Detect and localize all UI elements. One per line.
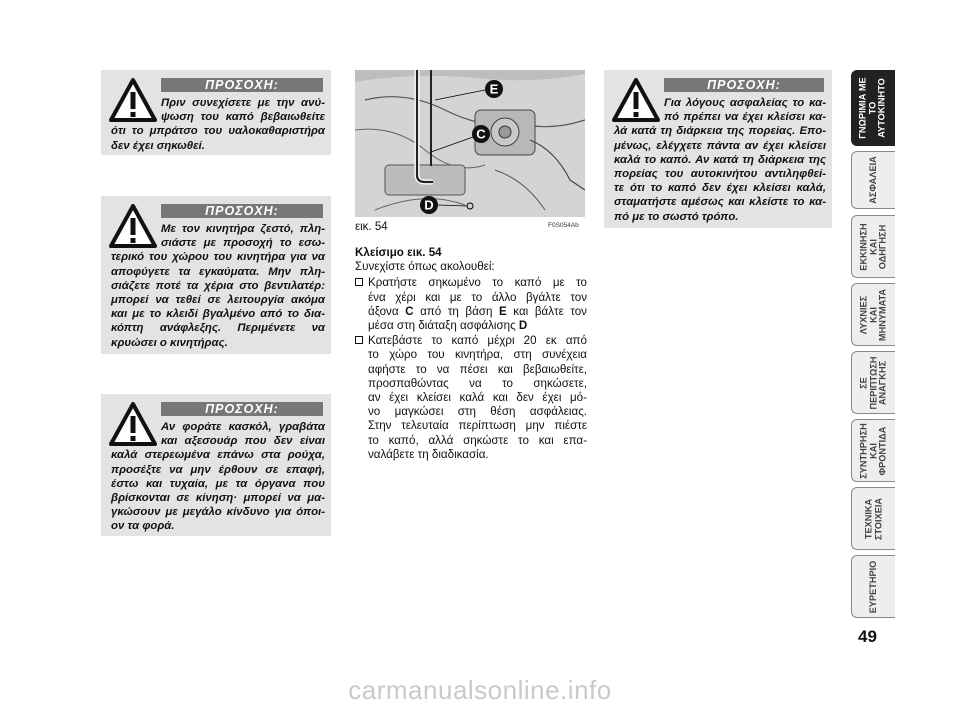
callout-c — [472, 125, 490, 143]
checkbox-bullet-icon — [355, 278, 363, 286]
warning-title: ΠΡΟΣΟΧΗ: — [161, 78, 323, 92]
warning-text: Πριν συνεχίσετε με την ανύ- ψωση του καπό βεβαιωθείτε ότι το μπράτσο του υαλοκαθαριστήρα δεν έχει σηκωθεί. — [111, 97, 325, 152]
warning-title: ΠΡΟΣΟΧΗ: — [664, 78, 824, 92]
tab-getting-to-know-car[interactable]: ΓΝΩΡΙΜΙΑ ΜΕ ΤΟ ΑΥΤΟΚΙΝΗΤΟ — [851, 70, 895, 146]
intro-text: Συνεχίστε όπως ακολουθεί: — [355, 260, 495, 274]
warning-title: ΠΡΟΣΟΧΗ: — [161, 204, 323, 218]
tab-maintenance-care[interactable]: ΣΥΝΤΗΡΗΣΗ ΚΑΙ ΦΡΟΝΤΙΔΑ — [851, 419, 895, 482]
engine-bay-figure — [355, 70, 585, 217]
watermark: carmanualsonline.info — [348, 675, 612, 705]
figure-caption: εικ. 54 — [355, 221, 388, 233]
warning-text: Αν φοράτε κασκόλ, γραβάτα και αξεσουάρ που δεν είναι καλά στερεωμένα επάνω στα ρούχα, προσέξτε να μην έρθουν σε επαφή, έστω και τυχαία, με τα όργανα που βρίσκονται σε κίνηση· μπορεί να μα- γκώσουν με μεγάλο κίνδυνο για όποι- ον τα φορά. — [111, 421, 325, 533]
warning-box-scarves — [101, 394, 331, 536]
svg-text:C: C — [476, 126, 486, 142]
checkbox-bullet-icon — [355, 336, 363, 344]
warning-box-hot-engine — [101, 196, 331, 354]
closing-instructions — [355, 246, 587, 462]
svg-text:D: D — [424, 197, 434, 213]
warning-text: Με τον κινητήρα ζεστό, πλη- σιάστε με προσοχή το εσω- τερικό του χώρου του κινητήρα για να αποφύγετε τα εγκαύματα. Μην πλη- σιάζετε ποτέ τα χέρια στο βεντιλατέρ: μπορεί να τεθεί σε λειτουργία ακόμα και με το κλειδί βγαλμένο από το δια- κόπτη ανάφλεξης. Περιμένετε να κρυώσει ο κινητήρας. — [111, 223, 325, 349]
tab-starting-driving[interactable]: ΕΚΚΙΝΗΣΗ ΚΑΙ ΟΔΗΓΗΣΗ — [851, 215, 895, 278]
bullet-item: Κατεβάστε το καπό μέχρι 20 εκ από το χώρο του κινητήρα, στη συνέχεια αφήστε το να πέσει και βεβαιωθείτε, προσπαθώντας να το σηκώσετε, αν έχει κλείσει καλά και δεν έχει μό- νο μαγκώσει στη θέση ασφάλειας. Στην τελευταία περίπτωση μην πιέστε το καπό, αλλά σηκώστε το και επα- ναλάβετε τη διαδικασία. — [355, 334, 587, 462]
warning-box-bonnet-closed — [604, 70, 832, 228]
tab-safety[interactable]: ΑΣΦΑΛΕΙΑ — [851, 151, 895, 209]
tab-emergency[interactable]: ΣΕ ΠΕΡΙΠΤΩΣΗ ΑΝΑΓΚΗΣ — [851, 351, 895, 414]
section-heading: Κλείσιμο εικ. 54 — [355, 246, 442, 259]
warning-title: ΠΡΟΣΟΧΗ: — [161, 402, 323, 416]
engine-bay-illustration — [355, 70, 585, 217]
page-number: 49 — [858, 627, 877, 646]
warning-text: Για λόγους ασφαλείας το κα- πό πρέπει να έχει κλείσει κα- λά κατά τη διάρκεια της πορείας. Επο- μένως, ελέγχετε πάντα αν έχει κλείσει καλά το καπό. Αν κατά τη διάρκεια της πορείας του αυτοκινήτου αντιληφθεί- τε ότι το καπό δεν έχει κλείσει καλά, σταματήστε αμέσως και κλείστε το κα- πό με το σωστό τρόπο. — [614, 97, 826, 223]
tab-index[interactable]: ΕΥΡΕΤΗΡΙΟ — [851, 555, 895, 618]
bullet-item: Κρατήστε σηκωμένο το καπό με το ένα χέρι και με το άλλο βγάλτε τον άξονα C από τη βάση E και βάλτε τον μέσα στη διάταξη ασφάλισης D — [355, 276, 587, 333]
warning-box-wiper — [101, 70, 331, 155]
callout-e — [485, 80, 503, 98]
tab-technical-specs[interactable]: ΤΕΧΝΙΚΑ ΣΤΟΙΧΕΙΑ — [851, 487, 895, 550]
figure-code: F0S054Ab — [548, 222, 579, 229]
svg-text:E: E — [489, 81, 499, 97]
callout-d — [420, 196, 438, 214]
tab-lights-messages[interactable]: ΛΥΧΝΙΕΣ ΚΑΙ ΜΗΝΥΜΑΤΑ — [851, 283, 895, 346]
